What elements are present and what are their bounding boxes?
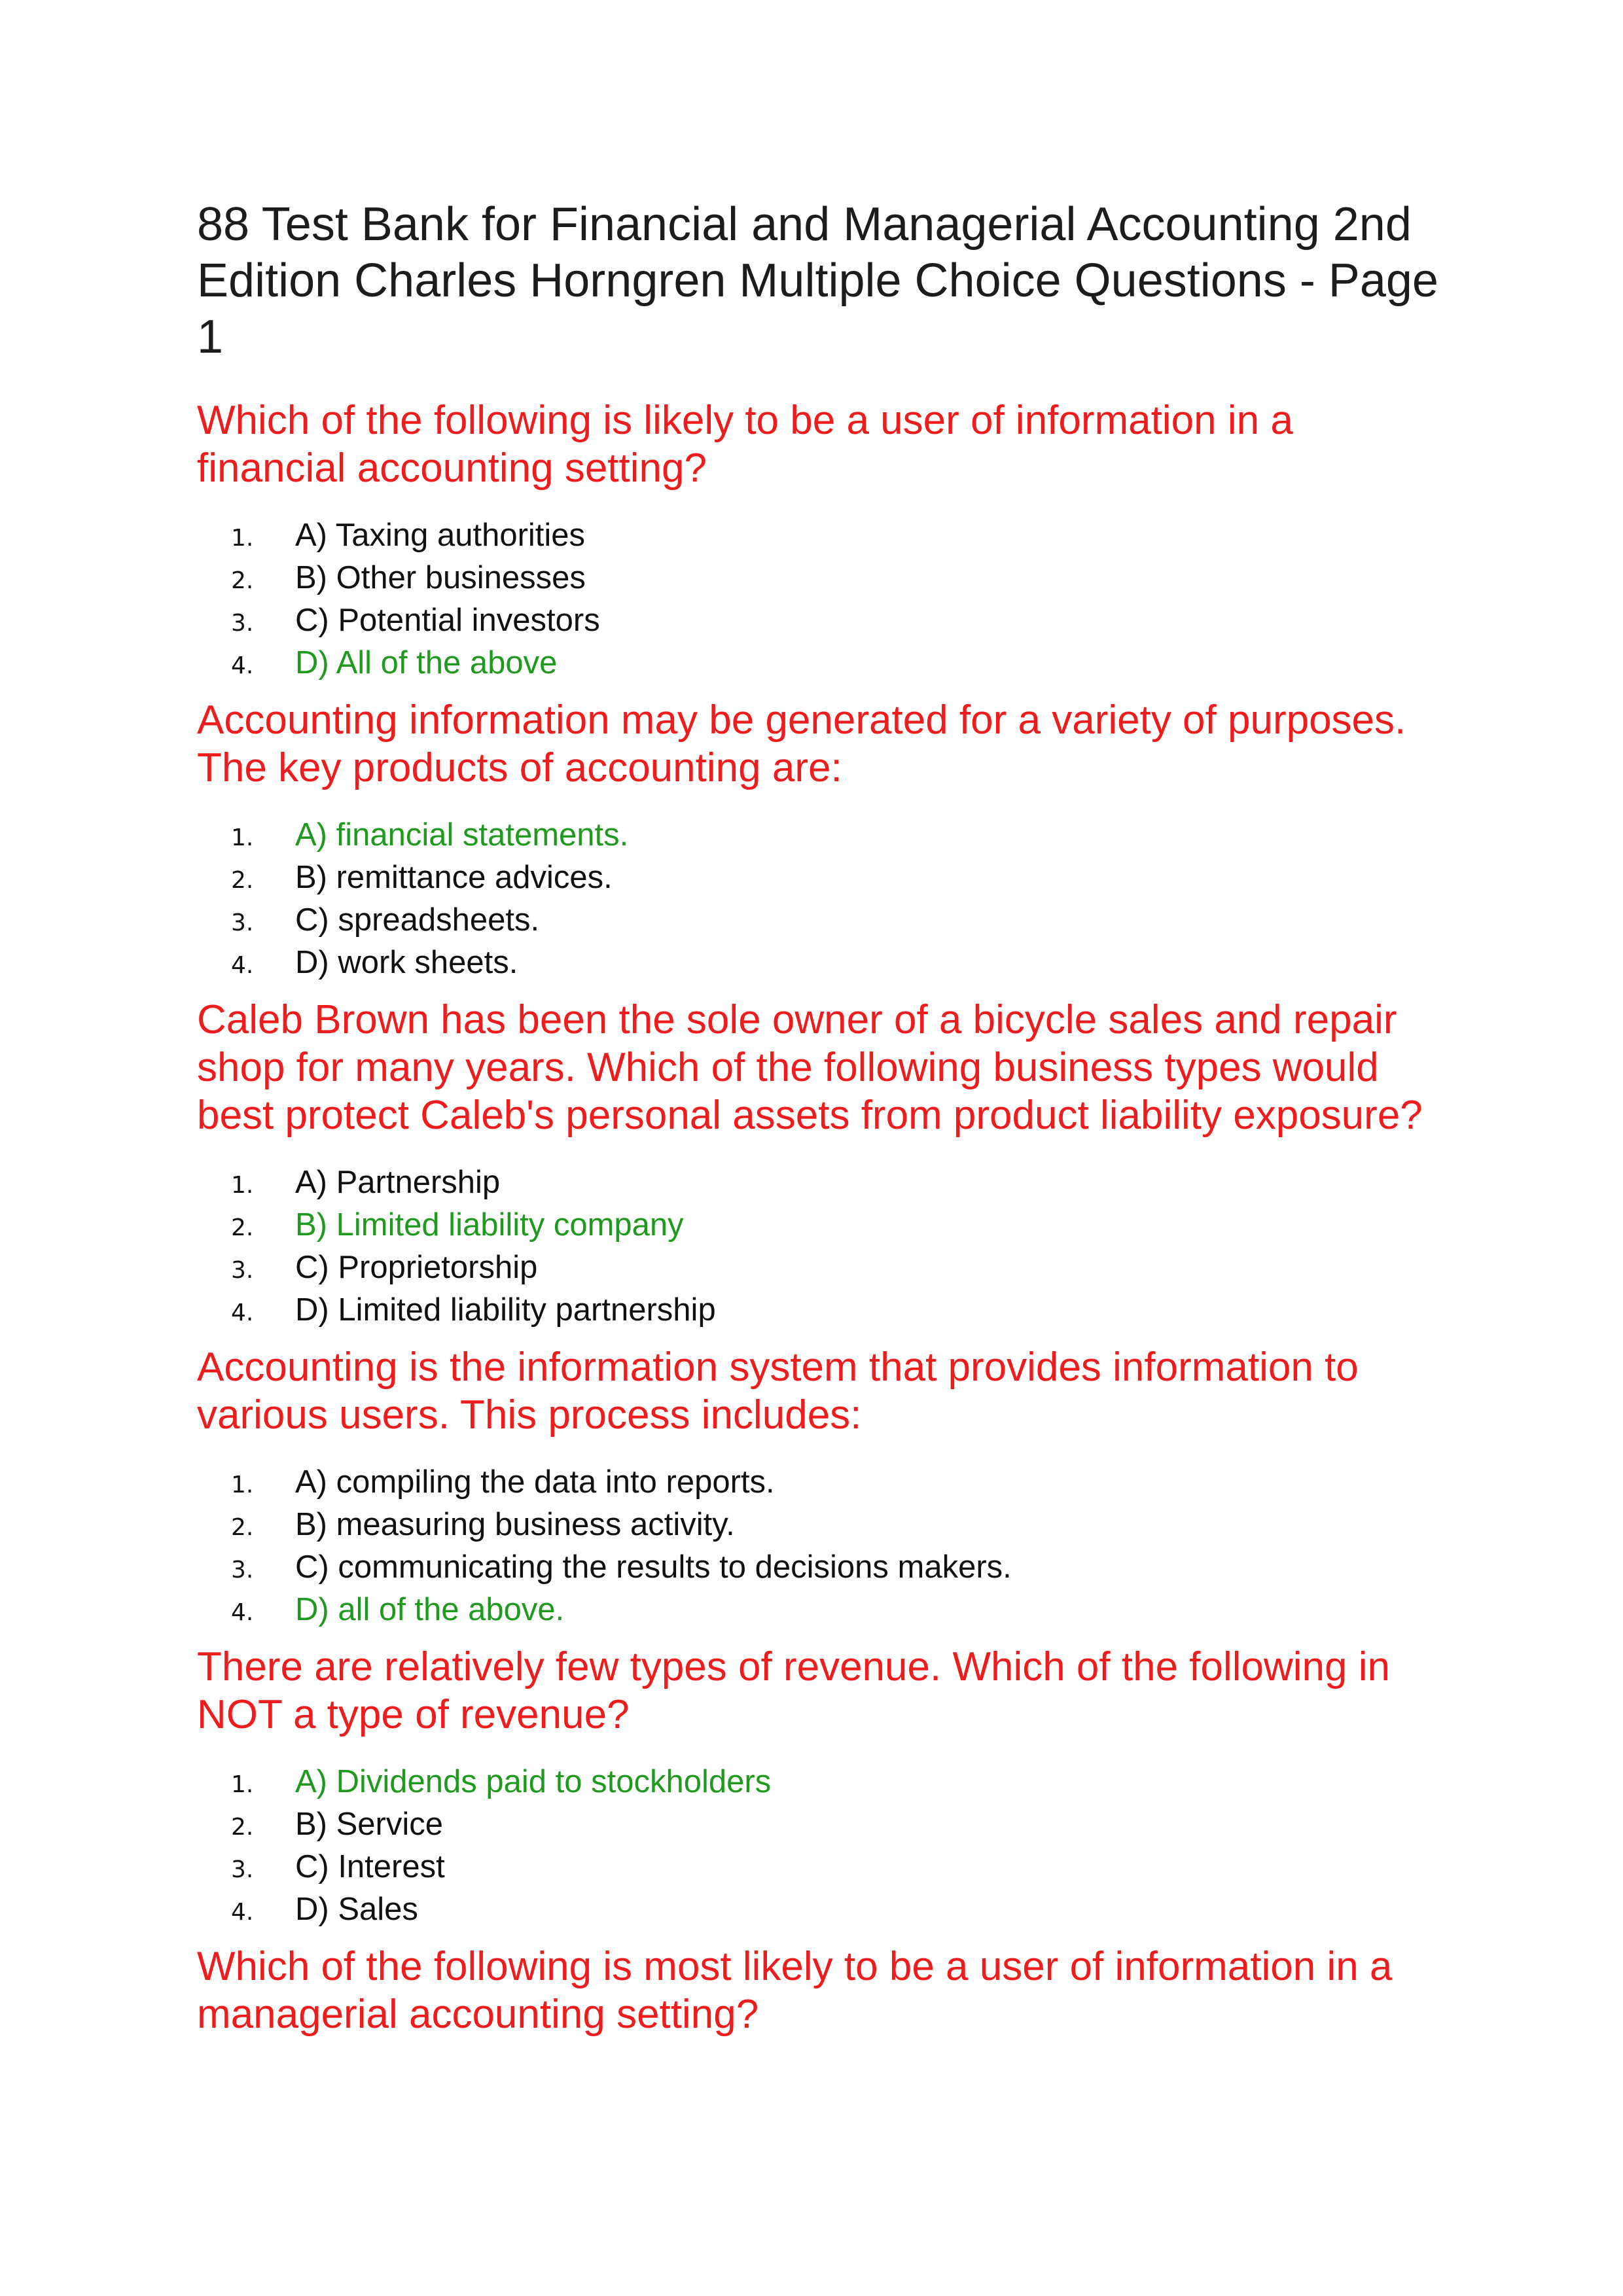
option-text: C) Interest: [295, 1849, 445, 1884]
answer-options: [197, 514, 1440, 684]
option-text: B) Service: [295, 1807, 444, 1842]
option-text: D) All of the above: [295, 645, 558, 680]
question-2-option-2: [197, 857, 1440, 899]
option-number: 2.: [231, 1514, 254, 1541]
option-number: 1.: [231, 525, 254, 552]
option-number: 2.: [231, 1814, 254, 1841]
option-text: A) financial statements.: [295, 817, 629, 853]
option-text: B) Other businesses: [295, 560, 586, 595]
question-block-6: [197, 1943, 1440, 2038]
question-block-4: [197, 1343, 1440, 1631]
question-1-option-1: [197, 514, 1440, 557]
option-number: 4.: [231, 1299, 254, 1326]
question-5-option-1-correct: [197, 1761, 1440, 1803]
question-1-option-2: [197, 557, 1440, 599]
option-number: 3.: [231, 1257, 254, 1284]
option-text: D) work sheets.: [295, 945, 518, 980]
option-text: B) Limited liability company: [295, 1207, 684, 1243]
question-text-1: Which of the following is likely to be a user of information in a financial accounting setting?: [197, 398, 1293, 491]
option-text: C) spreadsheets.: [295, 902, 540, 938]
option-text: C) Proprietorship: [295, 1250, 538, 1285]
question-text-6: Which of the following is most likely to be a user of information in a managerial accounting setting?: [197, 1944, 1393, 2037]
question-5-option-4: [197, 1888, 1440, 1931]
question-text-2: Accounting information may be generated for a variety of purposes. The key products of accounting are:: [197, 698, 1406, 790]
option-number: 1.: [231, 1771, 254, 1798]
option-text: A) Partnership: [295, 1165, 501, 1200]
question-5-option-2: [197, 1803, 1440, 1846]
option-text: A) Taxing authorities: [295, 518, 586, 553]
option-number: 2.: [231, 1214, 254, 1241]
option-text: D) Sales: [295, 1892, 418, 1927]
option-number: 2.: [231, 567, 254, 594]
option-number: 3.: [231, 910, 254, 936]
option-number: 3.: [231, 1856, 254, 1883]
option-text: C) Potential investors: [295, 603, 600, 638]
question-text-3: Caleb Brown has been the sole owner of a bicycle sales and repair shop for many years. Which of the following business types would best protect Caleb's personal assets from product liability exposure?: [197, 997, 1423, 1138]
option-text: B) measuring business activity.: [295, 1507, 735, 1542]
question-3-option-4: [197, 1289, 1440, 1332]
question-3-option-3: [197, 1246, 1440, 1289]
question-block-1: [197, 397, 1440, 684]
question-1-option-3: [197, 599, 1440, 642]
option-text: A) compiling the data into reports.: [295, 1464, 775, 1500]
option-text: B) remittance advices.: [295, 860, 613, 895]
option-number: 3.: [231, 610, 254, 637]
question-2-option-1-correct: [197, 814, 1440, 857]
document-page: [197, 196, 1440, 2038]
option-text: C) communicating the results to decisions makers.: [295, 1549, 1012, 1585]
option-number: 1.: [231, 824, 254, 851]
question-2-option-4: [197, 942, 1440, 984]
question-4-option-1: [197, 1461, 1440, 1504]
option-number: 4.: [231, 652, 254, 679]
question-block-3: [197, 996, 1440, 1332]
answer-options: [197, 814, 1440, 984]
option-number: 4.: [231, 952, 254, 979]
page-title: 88 Test Bank for Financial and Managerial Accounting 2nd Edition Charles Horngren Multiple Choice Questions - Page 1: [197, 198, 1438, 363]
question-2-option-3: [197, 899, 1440, 942]
option-text: D) all of the above.: [295, 1592, 565, 1627]
answer-options: [197, 1761, 1440, 1931]
question-block-2: [197, 696, 1440, 984]
option-number: 1.: [231, 1472, 254, 1498]
question-block-5: [197, 1643, 1440, 1931]
option-number: 3.: [231, 1557, 254, 1583]
question-5-option-3: [197, 1846, 1440, 1888]
option-number: 1.: [231, 1172, 254, 1199]
option-number: 2.: [231, 867, 254, 894]
question-3-option-2-correct: [197, 1204, 1440, 1246]
option-number: 4.: [231, 1899, 254, 1926]
option-text: D) Limited liability partnership: [295, 1292, 716, 1328]
question-4-option-4-correct: [197, 1589, 1440, 1631]
question-text-4: Accounting is the information system that provides information to various users. This process includes:: [197, 1345, 1359, 1438]
question-4-option-2: [197, 1504, 1440, 1546]
answer-options: [197, 1461, 1440, 1631]
question-text-5: There are relatively few types of revenue. Which of the following in NOT a type of revenue?: [197, 1644, 1391, 1737]
option-number: 4.: [231, 1599, 254, 1626]
question-3-option-1: [197, 1161, 1440, 1204]
question-list: [197, 397, 1440, 2038]
option-text: A) Dividends paid to stockholders: [295, 1764, 772, 1799]
question-4-option-3: [197, 1546, 1440, 1589]
question-1-option-4-correct: [197, 642, 1440, 684]
answer-options: [197, 1161, 1440, 1332]
